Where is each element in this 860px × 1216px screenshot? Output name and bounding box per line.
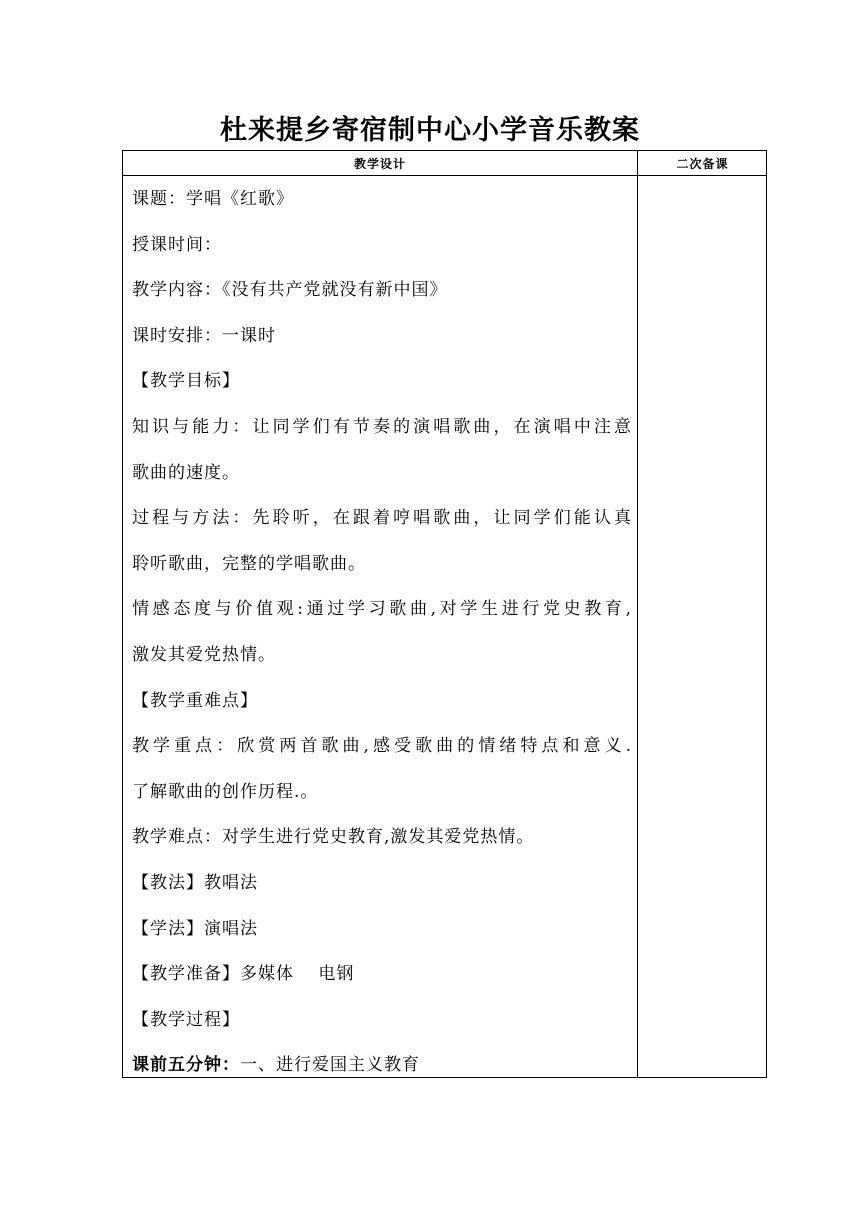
line-teaching-preparation: 【教学准备】多媒体 电钢 bbox=[132, 964, 355, 985]
line-key-point: 教学重点：欣赏两首歌曲,感受歌曲的情绪特点和意义. bbox=[132, 736, 632, 757]
heading-teaching-process: 【教学过程】 bbox=[132, 1009, 240, 1030]
line-key-point-cont: 了解歌曲的创作历程.。 bbox=[132, 781, 319, 802]
pre-class-text: 一、进行爱国主义教育 bbox=[240, 1055, 420, 1076]
line-learning-method: 【学法】演唱法 bbox=[132, 918, 258, 939]
header-second-preparation: 二次备课 bbox=[676, 157, 729, 171]
line-teaching-content: 教学内容：《没有共产党就没有新中国》 bbox=[132, 280, 448, 301]
line-lesson-topic: 课题：学唱《红歌》 bbox=[132, 189, 294, 209]
line-pre-class bbox=[132, 1053, 632, 1099]
heading-key-difficult-points: 【教学重难点】 bbox=[132, 690, 258, 711]
line-emotion-values: 情感态度与价值观:通过学习歌曲,对学生进行党史教育, bbox=[132, 599, 632, 620]
heading-teaching-goals: 【教学目标】 bbox=[132, 371, 240, 392]
line-knowledge-ability-cont: 歌曲的速度。 bbox=[132, 462, 240, 483]
pre-class-label: 课前五分钟： bbox=[132, 1055, 240, 1076]
header-teaching-design: 教学设计 bbox=[353, 157, 406, 171]
document-title: 杜来提乡寄宿制中心小学音乐教案 bbox=[220, 115, 640, 146]
line-knowledge-ability: 知识与能力：让同学们有节奏的演唱歌曲，在演唱中注意 bbox=[132, 416, 632, 437]
line-process-method-cont: 聆听歌曲，完整的学唱歌曲。 bbox=[132, 553, 366, 574]
line-process-method: 过程与方法：先聆听，在跟着哼唱歌曲，让同学们能认真 bbox=[132, 508, 632, 529]
line-emotion-values-cont: 激发其爱党热情。 bbox=[132, 644, 276, 665]
line-difficult-point: 教学难点：对学生进行党史教育,激发其爱党热情。 bbox=[132, 827, 535, 848]
line-class-hours: 课时安排：一课时 bbox=[132, 325, 276, 346]
teaching-design-content bbox=[132, 187, 632, 1099]
line-teaching-time: 授课时间： bbox=[132, 234, 222, 255]
line-teaching-method: 【教法】教唱法 bbox=[132, 872, 258, 893]
table-header-row bbox=[123, 151, 766, 176]
column-divider bbox=[637, 151, 638, 1077]
lesson-plan-table bbox=[122, 150, 767, 1078]
